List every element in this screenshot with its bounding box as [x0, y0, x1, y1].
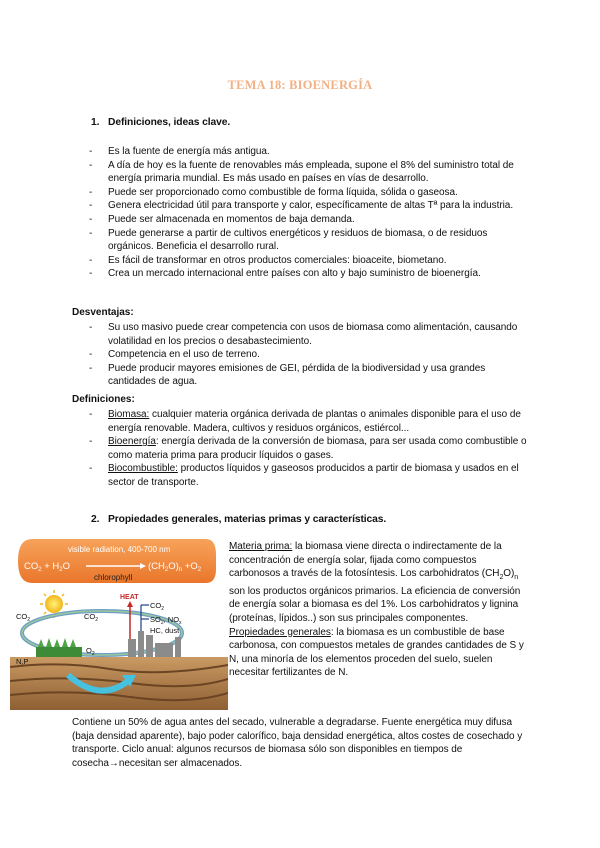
list-item: - Puede ser almacenada en momentos de baja demanda.	[72, 213, 532, 227]
definition-item	[72, 408, 532, 435]
materia-prima-label: Materia prima:	[229, 541, 293, 552]
list-item: - A día de hoy es la fuente de renovables más empleada, supone el 8% del suministro total de energía primaria mundial. Es más usado en países en vías de desarrollo.	[72, 159, 532, 186]
bottom-paragraph: Contiene un 50% de agua antes del secado, vulnerable a degradarse. Fuente energética muy difusa (baja densidad aparente), bajo poder calorífico, baja densidad energética, altos costes de cosechado y transporte. Ciclo anual: algunos recursos de biomasa sólo son disponibles en tiempos de cosecha→necesitan ser almacenados.	[72, 717, 523, 769]
emission-co2-label: $CO_2$	[150, 601, 165, 612]
co2-label: $CO_2$	[84, 612, 99, 623]
definition-text: : energía derivada de la conversión de biomasa, para ser usada como combustible o como materia prima para producir líquidos o gases.	[108, 436, 527, 461]
equation-reactants: $CO_2 + H_2O$	[24, 561, 71, 573]
materia-prima-paragraph	[229, 540, 529, 680]
list-item: - Puede generarse a partir de cultivos energéticos y residuos de biomasa, o de residuos orgánicos. Beneficia el desarrollo rural.	[72, 227, 532, 254]
carbon-cycle-figure	[10, 535, 228, 710]
paragraph-text: O)	[503, 568, 515, 580]
nutrients-label: N,P	[16, 657, 29, 666]
subscript: n	[514, 574, 519, 582]
sun-icon	[45, 595, 63, 613]
paragraph-text: : la biomasa es un combustible de base carbonosa, con compuestos metales de grandes cantidades de S y N, una minoría de los elementos proceden del suelo, suelen necesitar fertilizantes de N.	[229, 626, 524, 679]
propiedades-label: Propiedades generales	[229, 626, 331, 638]
section-2-heading	[91, 514, 386, 525]
list-item: - Genera electricidad útil para transporte y calor, específicamente de altas Tª para la industria.	[72, 199, 532, 213]
crop-plants	[36, 638, 82, 657]
o2-label: $O_2$	[86, 646, 95, 657]
list-item: - Es fácil de transformar en otros productos comerciales: bioaceite, biometano.	[72, 254, 532, 268]
heat-arrowhead	[127, 601, 133, 607]
desventajas-heading: Desventajas:	[72, 307, 134, 318]
section-2-title: Propiedades generales, materias primas y características.	[108, 514, 387, 525]
definition-item	[72, 462, 532, 489]
definition-text: productos líquidos y gaseosos producidos a partir de biomasa y usados en el sector de transporte.	[108, 463, 519, 488]
emission-so2-nox-label: $SO_2$, $NO_x$	[150, 615, 182, 626]
list-item: - Competencia en el uso de terreno.	[72, 348, 532, 362]
section-1-number: 1.	[91, 117, 100, 128]
definition-term: Bioenergía	[108, 436, 156, 448]
paragraph-text: son los productos orgánicos primarios. La eficiencia de conversión de energía solar a biomasa es del 1%. Los carbohidratos y lignina (proteínas, lípidos..) son sus principales componentes.	[229, 585, 521, 624]
definiciones-list	[72, 408, 532, 490]
page-title: TEMA 18: BIOENERGÍA	[227, 78, 373, 92]
emission-hc-dust-label: HC, dust	[150, 626, 180, 635]
list-item: - Su uso masivo puede crear competencia con usos de biomasa como alimentación, causando volatilidad en los precios o desabastecimiento.	[72, 321, 532, 348]
definition-term: Biomasa:	[108, 409, 150, 420]
section-1-title: Definiciones, ideas clave.	[108, 117, 231, 128]
list-item: - Es la fuente de energía más antigua.	[72, 145, 532, 159]
catalyst-label: chlorophyll	[94, 573, 133, 582]
list-item: - Crea un mercado internacional entre países con alto y bajo suministro de bioenergía.	[72, 267, 532, 281]
key-ideas-list	[72, 145, 532, 281]
list-item: - Puede ser proporcionado como combustible de forma líquida, sólida o gaseosa.	[72, 186, 532, 200]
definition-text: cualquier materia orgánica derivada de plantas o animales disponible para el uso de energía renovable. Madera, cultivos y residuos orgánicos, estiércol...	[108, 409, 521, 434]
list-item: - Puede producir mayores emisiones de GEI, pérdida de la biodiversidad y usa grandes cantidades de agua.	[72, 362, 532, 389]
section-1-heading	[91, 117, 230, 128]
definition-term: Biocombustible:	[108, 463, 178, 475]
banner-radiation-label: visible radiation, 400-700 nm	[68, 545, 171, 554]
definition-item	[72, 435, 532, 462]
section-2-number: 2.	[91, 514, 100, 525]
desventajas-list	[72, 321, 532, 389]
paragraph-text: la biomasa viene directa o indirectamente de la concentración de energía solar, fijada como compuestos carbonosos a través de la fotosíntesis. Los carbohidratos (CH	[229, 541, 502, 580]
heat-label: HEAT	[120, 594, 139, 601]
definiciones-heading: Definiciones:	[72, 394, 135, 405]
subscript: 2	[499, 574, 504, 582]
co2-label: $CO_2$	[16, 612, 31, 623]
equation-products: $(CH_2O)_n +O_2$	[148, 561, 202, 573]
